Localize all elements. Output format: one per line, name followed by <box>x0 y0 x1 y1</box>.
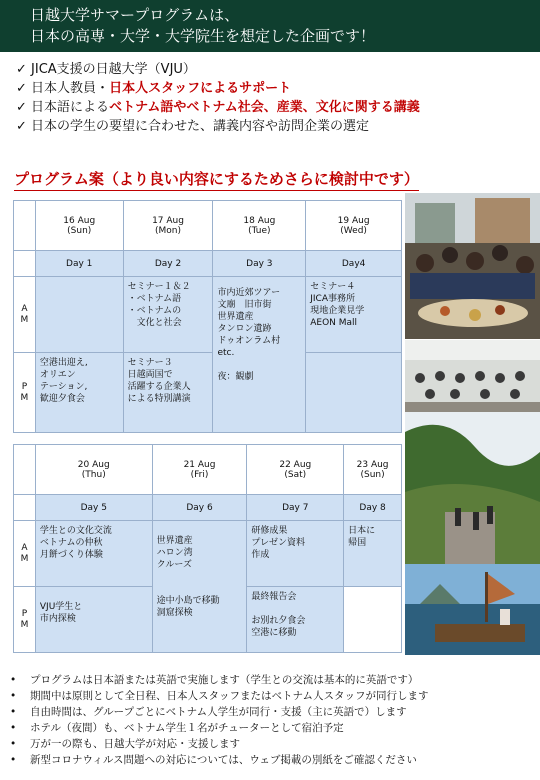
banner-line-1: 日越大学サマープログラムは、 <box>30 6 240 24</box>
hiking-photo-image <box>405 412 540 564</box>
date-header: 21 Aug (Fri) <box>152 445 247 495</box>
check-icon: ✓ <box>16 62 27 77</box>
day-label: Day 8 <box>344 495 402 521</box>
check-item: ✓ 日本人教員・日本人スタッフによるサポート <box>16 81 292 96</box>
check-icon: ✓ <box>16 81 27 96</box>
check-item: ✓ 日本語によるベトナム語やベトナム社会、産業、文化に関する講義 <box>16 100 420 115</box>
list-item: • 万が一の際も、日越大学が対応・支援します <box>10 738 240 750</box>
schedule-week-1 <box>13 200 402 433</box>
date-header: 20 Aug (Thu) <box>35 445 152 495</box>
day-label: Day 2 <box>123 251 213 277</box>
notes-list <box>10 672 428 768</box>
list-item: • 期間中は原則として全日程、日本人スタッフまたはベトナム人スタッフが同行します <box>10 690 429 702</box>
list-item: • ホテル（夜間）も、ベトナム学生１名がチューターとして宿泊予定 <box>10 722 344 734</box>
day-label: Day 6 <box>152 495 247 521</box>
classroom-photo-image <box>405 340 540 412</box>
date-header: 19 Aug (Wed) <box>306 201 402 251</box>
header-banner <box>0 0 540 52</box>
boat-photo-image <box>405 564 540 655</box>
pm-label: P M <box>14 587 36 653</box>
check-icon: ✓ <box>16 100 27 115</box>
day-label: Day 5 <box>35 495 152 521</box>
am-label: A M <box>14 277 36 353</box>
feature-checklist <box>16 60 536 136</box>
date-header: 18 Aug (Tue) <box>213 201 306 251</box>
schedule-cell: VJU学生と 市内探検 <box>35 587 152 653</box>
am-label: A M <box>14 521 36 587</box>
list-item: • 新型コロナウィルス問題への対応については、ウェブ掲載の別紙をご確認ください <box>10 754 417 766</box>
schedule-cell <box>35 277 123 353</box>
banner-line-2: 日本の高専・大学・大学院生を想定した企画です！ <box>30 27 376 45</box>
pm-label: P M <box>14 353 36 433</box>
schedule-cell: 空港出迎え, オリエン テーション, 歓迎夕食会 <box>35 353 123 433</box>
list-item: • プログラムは日本語または英語で実施します（学生との交流は基本的に英語です） <box>10 674 419 686</box>
schedule-cell: 最終報告会 お別れ夕食会 空港に移動 <box>247 587 344 653</box>
check-item: ✓ JICA支援の日越大学（VJU） <box>16 62 196 77</box>
schedule-cell: 学生との文化交流 ベトナムの仲秋 月餅づくり体験 <box>35 521 152 587</box>
schedule-cell: セミナー４ JICA事務所 現地企業見学 AEON Mall <box>306 277 402 353</box>
day-label: Day 1 <box>35 251 123 277</box>
date-header: 17 Aug (Mon) <box>123 201 213 251</box>
list-item: • 自由時間は、グループごとにベトナム人学生が同行・支援（主に英語で）します <box>10 706 407 718</box>
schedule-cell: 研修成果 プレゼン資料 作成 <box>247 521 344 587</box>
day-label: Day4 <box>306 251 402 277</box>
date-header: 22 Aug (Sat) <box>247 445 344 495</box>
check-item: ✓ 日本の学生の要望に合わせた、講義内容や訪問企業の選定 <box>16 119 370 134</box>
date-header: 16 Aug (Sun) <box>35 201 123 251</box>
day-label: Day 3 <box>213 251 306 277</box>
schedule-cell: 市内近郊ツアー 文廟 旧市街 世界遺産 タンロン遺跡 ドゥオンラム村 etc. 夜：観劇 <box>213 277 306 433</box>
program-title: プログラム案（より良い内容にするためさらに検討中です） <box>14 168 419 191</box>
schedule-cell: 世界遺産 ハロン湾 クルーズ 途中小島で移動 洞窟探検 <box>152 521 247 653</box>
schedule-cell: セミナー１＆２ ・ベトナム語 ・ベトナムの 文化と社会 <box>123 277 213 353</box>
group-photo-image <box>405 193 540 339</box>
schedule-cell: セミナー３ 日越両国で 活躍する企業人 による特別講演 <box>123 353 213 433</box>
day-label: Day 7 <box>247 495 344 521</box>
schedule-cell: 日本に 帰国 <box>344 521 402 587</box>
check-icon: ✓ <box>16 119 27 134</box>
date-header: 23 Aug (Sun) <box>344 445 402 495</box>
schedule-week-2 <box>13 444 402 653</box>
